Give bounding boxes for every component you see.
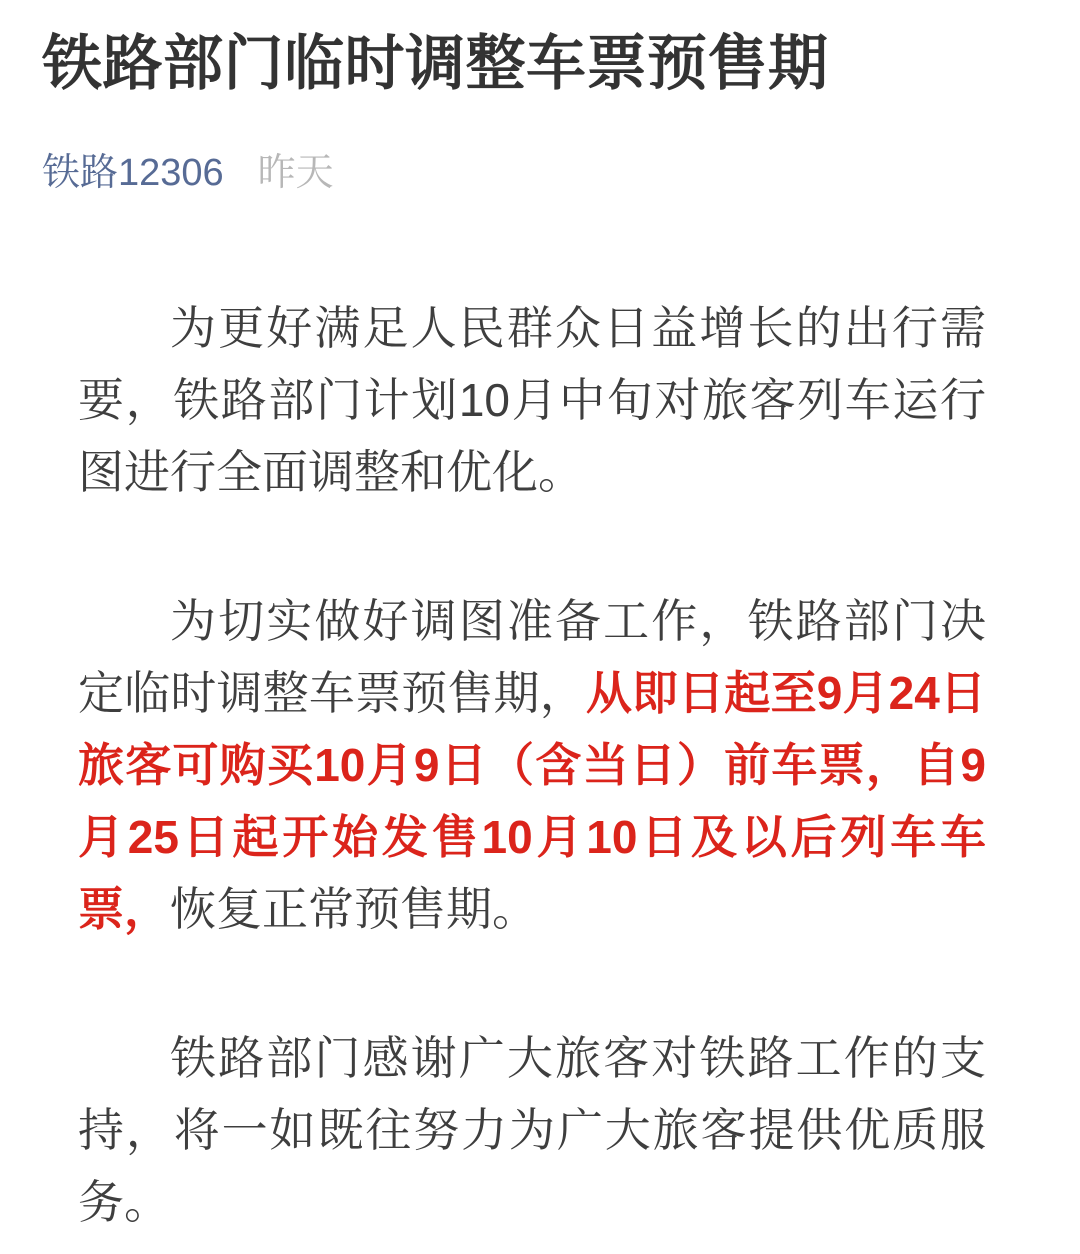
- publish-time: 昨天: [257, 152, 334, 194]
- paragraph: [78, 1022, 986, 1238]
- paragraph: [78, 585, 986, 945]
- highlighted-text-segment: 从即日起至9月24日旅客可购买10月9日（含当日）前车票，自9月25日起开始发售10月10日及以后列车车票，: [78, 667, 987, 935]
- text-segment: 为切实做好调图准备工作，铁路部门决定临时调整车票预售期，: [78, 595, 986, 719]
- paragraph: [78, 292, 986, 508]
- account-name-link[interactable]: 铁路12306: [42, 152, 224, 194]
- text-segment: 恢复正常预售期。: [170, 883, 538, 935]
- text-segment: 为更好满足人民群众日益增长的出行需要，铁路部门计划10月中旬对旅客列车运行图进行全面调整和优化。: [78, 302, 986, 498]
- article-body: [78, 292, 986, 1238]
- article-meta: [42, 152, 1080, 194]
- article-title: 铁路部门临时调整车票预售期: [42, 30, 829, 97]
- text-segment: 铁路部门感谢广大旅客对铁路工作的支持，将一如既往努力为广大旅客提供优质服务。: [78, 1032, 986, 1228]
